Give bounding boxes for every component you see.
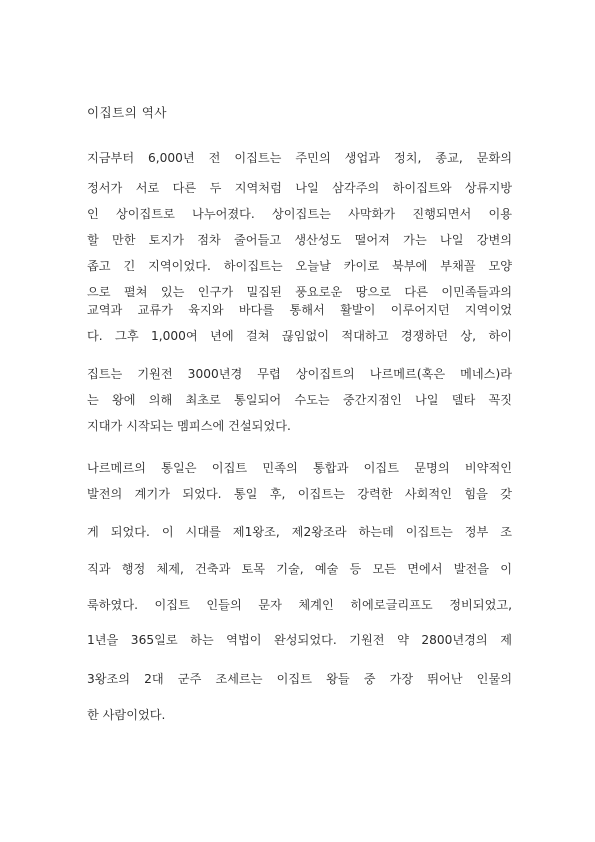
text-line: 나르메르의 통일은 이집트 민족의 통합과 이집트 문명의 비약적인 [87, 461, 512, 475]
text-line: 좁고 긴 지역이었다. 하이집트는 오늘날 카이로 북부에 부채꼴 모양 [87, 259, 512, 273]
text-line: 지금부터 6,000년 전 이집트는 주민의 생업과 정치, 종교, 문화의 [87, 151, 512, 165]
text-line: 집트는 기원전 3000년경 무렵 상이집트의 나르메르(혹은 메네스)라 [87, 367, 512, 381]
text-line: 인 상이집트로 나누어졌다. 상이집트는 사막화가 진행되면서 이용 [87, 207, 512, 221]
text-line: 직과 행정 체제, 건축과 토목 기술, 예술 등 모든 면에서 발전을 이 [87, 562, 512, 576]
text-line: 할 만한 토지가 점차 줄어들고 생산성도 떨어져 가는 나일 강변의 [87, 233, 512, 247]
document-title: 이집트의 역사 [87, 105, 167, 120]
text-line: 발전의 계기가 되었다. 통일 후, 이집트는 강력한 사회적인 힘을 갖 [87, 487, 512, 501]
text-line: 룩하였다. 이집트 인들의 문자 체계인 히에로글리프도 정비되었고, [87, 598, 512, 612]
text-line: 다. 그후 1,000여 년에 걸쳐 끊임없이 적대하고 경쟁하던 상, 하이 [87, 329, 512, 343]
text-line: 한 사람이었다. [87, 708, 166, 722]
text-line: 는 왕에 의해 최초로 통일되어 수도는 중간지점인 나일 델타 꼭짓 [87, 393, 512, 407]
text-line: 지대가 시작되는 멤피스에 건설되었다. [87, 419, 291, 433]
text-line: 1년을 365일로 하는 역법이 완성되었다. 기원전 약 2800년경의 제 [87, 633, 512, 647]
text-line: 3왕조의 2대 군주 조세르는 이집트 왕들 중 가장 뛰어난 인물의 [87, 672, 512, 686]
text-line: 교역과 교류가 육지와 바다를 통해서 활발이 이루어지던 지역이었 [87, 303, 512, 317]
text-line: 정서가 서로 다른 두 지역처럼 나일 삼각주의 하이집트와 상류지방 [87, 181, 512, 195]
text-line: 으로 펼쳐 있는 인구가 밀집된 풍요로운 땅으로 다른 이민족들과의 [87, 285, 512, 299]
text-line: 게 되었다. 이 시대를 제1왕조, 제2왕조라 하는데 이집트는 정부 조 [87, 525, 512, 539]
